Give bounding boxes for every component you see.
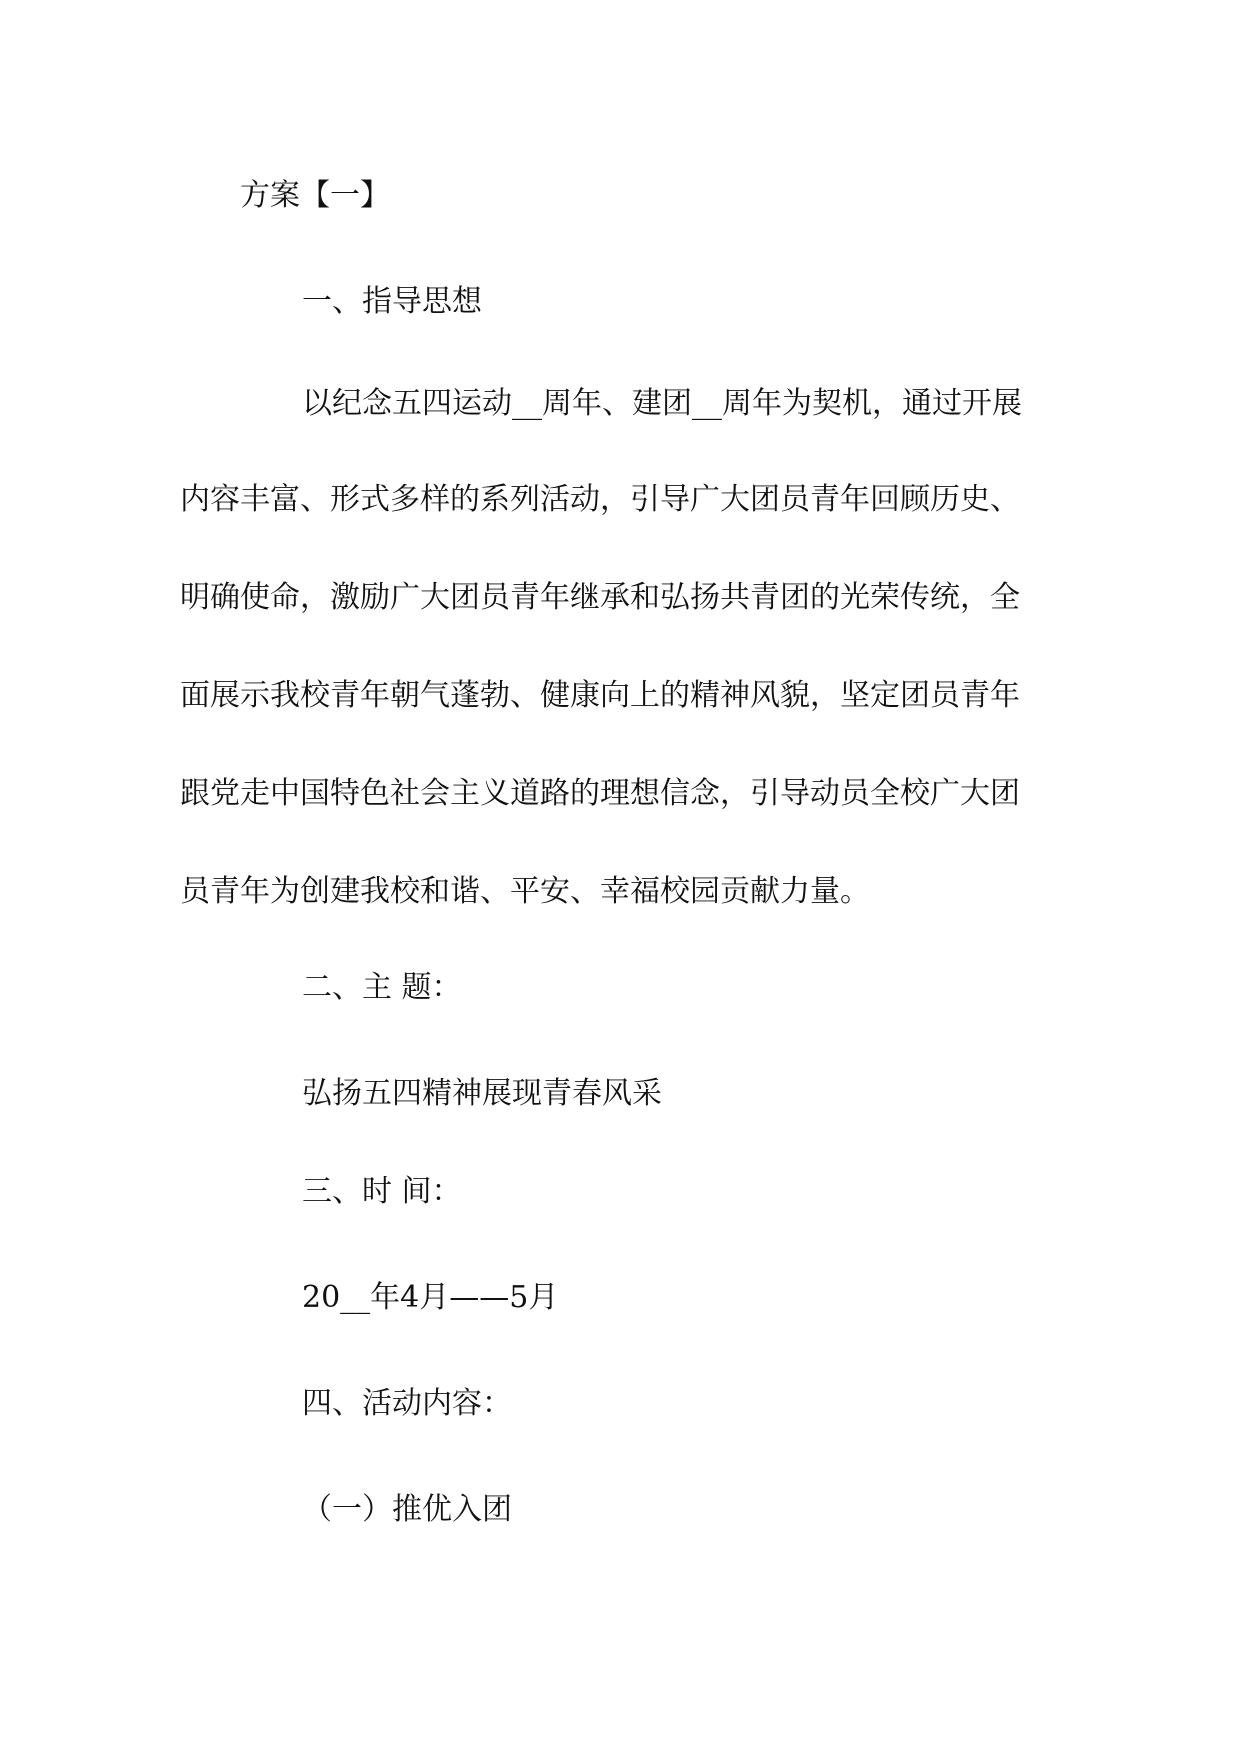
theme-text: 弘扬五四精神展现青春风采: [302, 1076, 662, 1111]
document-title: 方案【一】: [240, 178, 390, 213]
section-heading-guiding-ideology: 一、指导思想: [302, 284, 482, 319]
section-heading-theme: 二、主 题：: [302, 970, 462, 1005]
paragraph-line: 跟党走中国特色社会主义道路的理想信念，引导动员全校广大团: [180, 776, 1020, 811]
section-heading-time: 三、时 间：: [302, 1174, 462, 1209]
paragraph-line: 明确使命，激励广大团员青年继承和弘扬共青团的光荣传统，全: [180, 580, 1020, 615]
time-text: 20__年4月——5月: [302, 1280, 559, 1315]
subsection-heading: （一）推优入团: [302, 1492, 512, 1527]
paragraph-line: 面展示我校青年朝气蓬勃、健康向上的精神风貌，坚定团员青年: [180, 678, 1020, 713]
section-heading-activities: 四、活动内容：: [302, 1386, 512, 1421]
paragraph-line: 以纪念五四运动__周年、建团__周年为契机，通过开展: [302, 386, 1022, 421]
paragraph-line: 内容丰富、形式多样的系列活动，引导广大团员青年回顾历史、: [180, 482, 1020, 517]
paragraph-line: 员青年为创建我校和谐、平安、幸福校园贡献力量。: [180, 874, 870, 909]
